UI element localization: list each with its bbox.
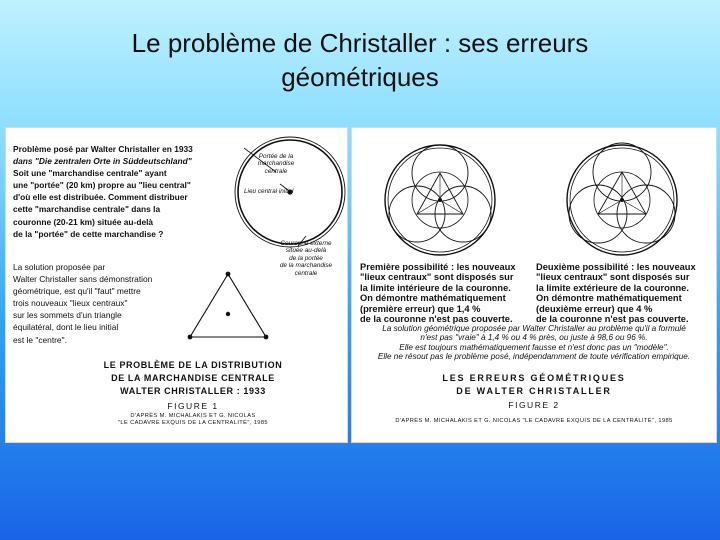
possibility-line: de la couronne n'est pas couverte. xyxy=(536,314,689,325)
first-possibility-diagram xyxy=(385,145,495,255)
range-label-line: marchandise xyxy=(257,160,295,168)
figure-2-credit: D'APRÈS M. MICHALAKIS ET G. NICOLAS "LE CADAVRE EXQUIS DE LA CENTRALITÉ", 1985 xyxy=(395,418,673,424)
figure-1-heading xyxy=(68,359,318,398)
possibility-line: la limite intérieure de la couronne. xyxy=(360,282,511,293)
problem-line: de la "portée" de cette marchandise ? xyxy=(13,228,164,239)
conclusion-text xyxy=(356,324,712,362)
conclusion-line: Elle est toujours mathématiquement fausse et n'est donc pas un "modèle". xyxy=(399,342,669,352)
heading-line: LES ERREURS GÉOMÉTRIQUES xyxy=(442,373,626,383)
heading-line: DE LA MARCHANDISE CENTRALE xyxy=(111,373,275,383)
problem-line: couronne (20-21 km) située au-delà xyxy=(13,216,154,227)
center-label: Lieu central initial xyxy=(244,188,294,195)
possibility-line: Première possibilité : les nouveaux xyxy=(360,262,516,272)
solution-line: est le "centre". xyxy=(13,334,67,345)
conclusion-line: n'est pas "vraie" à 1,4 % ou 4 % près, ou juste à 98,6 ou 96 %. xyxy=(420,333,648,343)
slide-title-line-2: géométriques xyxy=(281,62,439,92)
triangle-center-dot xyxy=(226,312,230,316)
possibility-line: Deuxième possibilité : les nouveaux xyxy=(536,262,696,272)
possibility-line: On démontre mathématiquement xyxy=(360,293,506,304)
problem-line: dans "Die zentralen Orte in Süddeutschland" xyxy=(13,156,192,167)
problem-line: une "portée" (20 km) propre au "lieu central" xyxy=(13,180,191,191)
heading-line: LE PROBLÈME DE LA DISTRIBUTION xyxy=(103,360,283,370)
ring-label-line: centrale xyxy=(294,269,318,277)
problem-line: d'où elle est distribuée. Comment distribuer xyxy=(13,192,188,203)
solution-line: La solution proposée par xyxy=(13,262,106,272)
triangle-vertex-dot xyxy=(188,335,193,340)
range-label-line: centrale xyxy=(264,167,288,175)
solution-line: Walter Christaller sans démonstration xyxy=(13,274,153,285)
possibility-line: "lieux centraux" sont disposés sur xyxy=(536,272,690,283)
heading-line: DE WALTER CHRISTALLER xyxy=(456,386,612,396)
conclusion-line: Elle ne résout pas le problème posé, indépendamment de toute vérification empirique. xyxy=(377,352,691,362)
possibility-line: la limite extérieure de la couronne. xyxy=(536,282,689,293)
ring-label-line: Couronne externe xyxy=(280,240,332,247)
solution-line: trois nouveaux "lieux centraux" xyxy=(13,298,128,309)
figure-2-heading xyxy=(384,372,684,398)
solution-line: géométrique, est qu'il "faut" mettre xyxy=(13,286,141,297)
credit-line: D'APRÈS M. MICHALAKIS ET G. NICOLAS xyxy=(130,413,256,419)
figure-1-credit xyxy=(68,413,318,427)
possibility-line: "lieux centraux" sont disposés sur xyxy=(360,272,514,283)
credit-line: "LE CADAVRE EXQUIS DE LA CENTRALITÉ", 1985 xyxy=(117,420,268,426)
ring-label-line: située au-delà xyxy=(285,247,327,255)
solution-line: équilatéral, dont le lieu initial xyxy=(13,322,119,333)
second-possibility-text xyxy=(536,262,696,324)
center-dot xyxy=(620,198,624,202)
possibility-line: de la couronne n'est pas couverte. xyxy=(360,314,513,325)
first-possibility-text xyxy=(360,262,516,324)
triangle-vertex-dot xyxy=(264,335,269,340)
possibility-line: (deuxième erreur) que 4 % xyxy=(536,303,653,314)
conclusion-line: La solution géométrique proposée par Walter Christaller au problème qu'il a formulé xyxy=(382,324,686,333)
ring-label-line: de la marchandise xyxy=(279,262,333,270)
solution-line: sur les sommets d'un triangle xyxy=(13,310,122,321)
slide-title xyxy=(60,26,660,94)
equilateral-triangle xyxy=(190,274,266,337)
figure-1-panel xyxy=(6,128,347,442)
possibility-line: On démontre mathématiquement xyxy=(536,293,682,304)
second-possibility-diagram xyxy=(567,143,677,255)
figure-2-label: FIGURE 2 xyxy=(508,400,560,410)
ring-label-line: de la portée xyxy=(289,254,323,262)
center-dot xyxy=(438,198,442,202)
triangle-vertex-dot xyxy=(226,272,231,277)
problem-line: Problème posé par Walter Christaller en 1933 xyxy=(13,144,193,154)
heading-line: WALTER CHRISTALLER : 1933 xyxy=(120,386,266,396)
slide-title-line-1: Le problème de Christaller : ses erreurs xyxy=(131,28,589,58)
figure-2-panel xyxy=(352,128,716,442)
problem-line: cette "marchandise centrale" dans la xyxy=(13,204,161,215)
range-label-line: Portée de la xyxy=(258,153,294,160)
problem-line: Soit une "marchandise centrale" ayant xyxy=(13,168,167,179)
possibility-line: (première erreur) que 1,4 % xyxy=(360,303,481,314)
figure-1-label: FIGURE 1 xyxy=(167,401,219,411)
